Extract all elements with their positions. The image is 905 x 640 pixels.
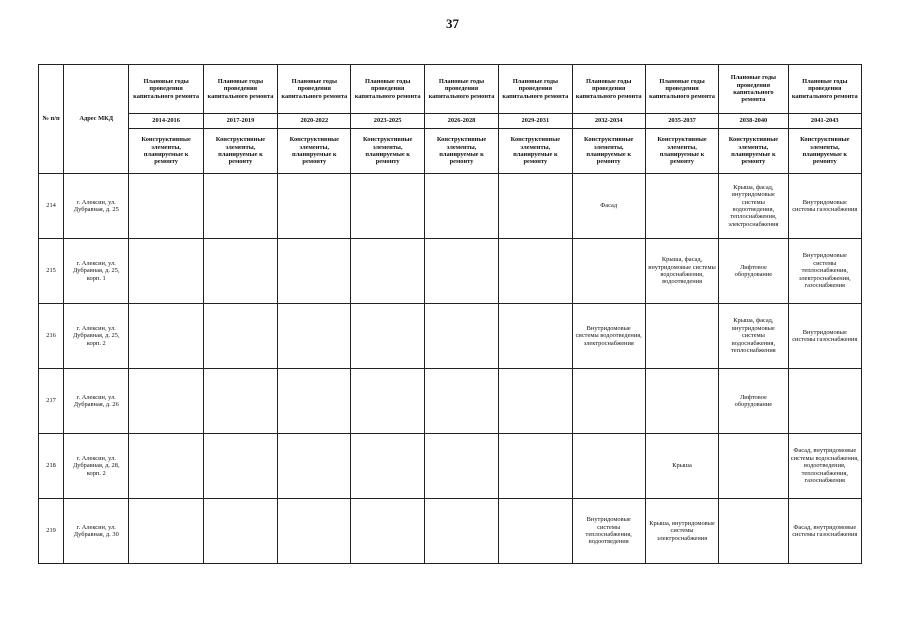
repair-cell bbox=[203, 434, 277, 499]
repair-cell: Внутридомовые системы газоснабжения bbox=[788, 174, 861, 239]
repair-cell: Внутридомовые системы водоотведения, электроснабжения bbox=[572, 304, 645, 369]
row-address: г. Алексин, ул. Дубравная, д. 26 bbox=[64, 369, 129, 434]
table-row bbox=[39, 369, 862, 434]
repair-cell bbox=[351, 304, 424, 369]
period-title: Плановые годы проведения капитального ремонта bbox=[424, 65, 498, 114]
period-years: 2032-2034 bbox=[572, 114, 645, 129]
row-number: 216 bbox=[39, 304, 64, 369]
period-elements-header: Конструктивные элементы, планируемые к ремонту bbox=[351, 129, 424, 174]
repair-cell: Фасад, внутридомовые системы газоснабжения bbox=[788, 499, 861, 564]
period-elements-header: Конструктивные элементы, планируемые к ремонту bbox=[788, 129, 861, 174]
period-title: Плановые годы проведения капитального ремонта bbox=[351, 65, 424, 114]
repair-cell bbox=[572, 239, 645, 304]
period-elements-header: Конструктивные элементы, планируемые к ремонту bbox=[499, 129, 572, 174]
repair-cell bbox=[203, 499, 277, 564]
row-address: г. Алексин, ул. Дубравная, д. 25 bbox=[64, 174, 129, 239]
period-title: Плановые годы проведения капитального ремонта bbox=[278, 65, 351, 114]
repair-cell bbox=[499, 304, 572, 369]
table-row bbox=[39, 434, 862, 499]
table-row bbox=[39, 499, 862, 564]
address-column-header: Адрес МКД bbox=[64, 65, 129, 174]
repair-cell bbox=[719, 434, 788, 499]
period-elements-header: Конструктивные элементы, планируемые к ремонту bbox=[719, 129, 788, 174]
repair-cell bbox=[499, 239, 572, 304]
period-years: 2038-2040 bbox=[719, 114, 788, 129]
table-row bbox=[39, 304, 862, 369]
repair-cell: Лифтовое оборудование bbox=[719, 369, 788, 434]
row-number: 219 bbox=[39, 499, 64, 564]
period-elements-header: Конструктивные элементы, планируемые к ремонту bbox=[129, 129, 203, 174]
repair-cell: Фасад, внутридомовые системы водоснабжения, водоотведения, теплоснабжения, газоснабжения bbox=[788, 434, 861, 499]
repair-cell bbox=[499, 499, 572, 564]
row-number: 217 bbox=[39, 369, 64, 434]
repair-cell bbox=[278, 369, 351, 434]
period-title: Плановые годы проведения капитального ремонта bbox=[572, 65, 645, 114]
row-address: г. Алексин, ул. Дубравная, д. 25, корп. 2 bbox=[64, 304, 129, 369]
repair-cell bbox=[499, 434, 572, 499]
period-title: Плановые годы проведения капитального ремонта bbox=[499, 65, 572, 114]
period-title: Плановые годы проведения капитального ремонта bbox=[129, 65, 203, 114]
repair-cell: Крыша bbox=[645, 434, 718, 499]
header-row-titles bbox=[39, 65, 862, 114]
repair-cell bbox=[424, 174, 498, 239]
row-number: 218 bbox=[39, 434, 64, 499]
period-years: 2020-2022 bbox=[278, 114, 351, 129]
repair-cell bbox=[424, 239, 498, 304]
period-elements-header: Конструктивные элементы, планируемые к ремонту bbox=[645, 129, 718, 174]
repair-cell bbox=[424, 369, 498, 434]
repair-cell bbox=[424, 499, 498, 564]
repair-cell bbox=[203, 304, 277, 369]
repair-cell: Крыша, внутридомовые системы электроснабжения bbox=[645, 499, 718, 564]
repair-cell bbox=[788, 369, 861, 434]
repair-cell: Внутридомовые системы газоснабжения bbox=[788, 304, 861, 369]
period-years: 2023-2025 bbox=[351, 114, 424, 129]
repair-cell bbox=[499, 369, 572, 434]
repair-cell bbox=[203, 174, 277, 239]
repair-cell bbox=[645, 369, 718, 434]
repair-cell bbox=[499, 174, 572, 239]
period-years: 2029-2031 bbox=[499, 114, 572, 129]
repair-cell bbox=[129, 239, 203, 304]
row-address: г. Алексин, ул. Дубравная, д. 28, корп. 2 bbox=[64, 434, 129, 499]
repair-cell bbox=[572, 434, 645, 499]
repair-cell bbox=[278, 434, 351, 499]
repair-cell bbox=[129, 434, 203, 499]
period-years: 2026-2028 bbox=[424, 114, 498, 129]
repair-cell: Крыша, фасад, внутридомовые системы водоотведения, теплоснабжения, электроснабжения bbox=[719, 174, 788, 239]
period-title: Плановые годы проведения капитального ремонта bbox=[719, 65, 788, 114]
repair-cell bbox=[203, 239, 277, 304]
period-elements-header: Конструктивные элементы, планируемые к ремонту bbox=[424, 129, 498, 174]
header-row-years bbox=[39, 114, 862, 129]
table-row bbox=[39, 239, 862, 304]
repair-cell bbox=[278, 239, 351, 304]
period-years: 2017-2019 bbox=[203, 114, 277, 129]
repair-cell: Лифтовое оборудование bbox=[719, 239, 788, 304]
repair-cell bbox=[645, 174, 718, 239]
page-number: 37 bbox=[446, 16, 459, 31]
repair-cell bbox=[129, 304, 203, 369]
repair-cell bbox=[572, 369, 645, 434]
repair-cell bbox=[203, 369, 277, 434]
repair-cell bbox=[129, 174, 203, 239]
repair-cell bbox=[645, 304, 718, 369]
repair-cell bbox=[351, 174, 424, 239]
repair-cell: Крыша, фасад, внутридомовые системы водоснабжения, теплоснабжения bbox=[719, 304, 788, 369]
row-address: г. Алексин, ул. Дубравная, д. 25, корп. 1 bbox=[64, 239, 129, 304]
repair-cell bbox=[129, 499, 203, 564]
repair-cell bbox=[351, 434, 424, 499]
row-address: г. Алексин, ул. Дубравная, д. 30 bbox=[64, 499, 129, 564]
period-elements-header: Конструктивные элементы, планируемые к ремонту bbox=[278, 129, 351, 174]
repair-cell bbox=[719, 499, 788, 564]
repair-schedule-table bbox=[38, 64, 862, 564]
header-row-elements bbox=[39, 129, 862, 174]
repair-cell bbox=[351, 239, 424, 304]
period-years: 2014-2016 bbox=[129, 114, 203, 129]
period-years: 2041-2043 bbox=[788, 114, 861, 129]
repair-cell: Фасад bbox=[572, 174, 645, 239]
repair-cell bbox=[278, 174, 351, 239]
period-title: Плановые годы проведения капитального ремонта bbox=[645, 65, 718, 114]
table-row bbox=[39, 174, 862, 239]
period-title: Плановые годы проведения капитального ремонта bbox=[788, 65, 861, 114]
repair-cell bbox=[424, 304, 498, 369]
period-elements-header: Конструктивные элементы, планируемые к ремонту bbox=[203, 129, 277, 174]
repair-cell bbox=[351, 499, 424, 564]
period-title: Плановые годы проведения капитального ремонта bbox=[203, 65, 277, 114]
row-number: 214 bbox=[39, 174, 64, 239]
repair-cell: Внутридомовые системы теплоснабжения, электроснабжения, газоснабжения bbox=[788, 239, 861, 304]
num-column-header: № п/п bbox=[39, 65, 64, 174]
period-years: 2035-2037 bbox=[645, 114, 718, 129]
repair-cell: Внутридомовые системы теплоснабжения, водоотведения bbox=[572, 499, 645, 564]
repair-cell: Крыша, фасад, внутридомовые системы водоснабжения, водоотведения bbox=[645, 239, 718, 304]
repair-cell bbox=[424, 434, 498, 499]
repair-cell bbox=[351, 369, 424, 434]
period-elements-header: Конструктивные элементы, планируемые к ремонту bbox=[572, 129, 645, 174]
row-number: 215 bbox=[39, 239, 64, 304]
repair-cell bbox=[129, 369, 203, 434]
repair-cell bbox=[278, 499, 351, 564]
repair-cell bbox=[278, 304, 351, 369]
